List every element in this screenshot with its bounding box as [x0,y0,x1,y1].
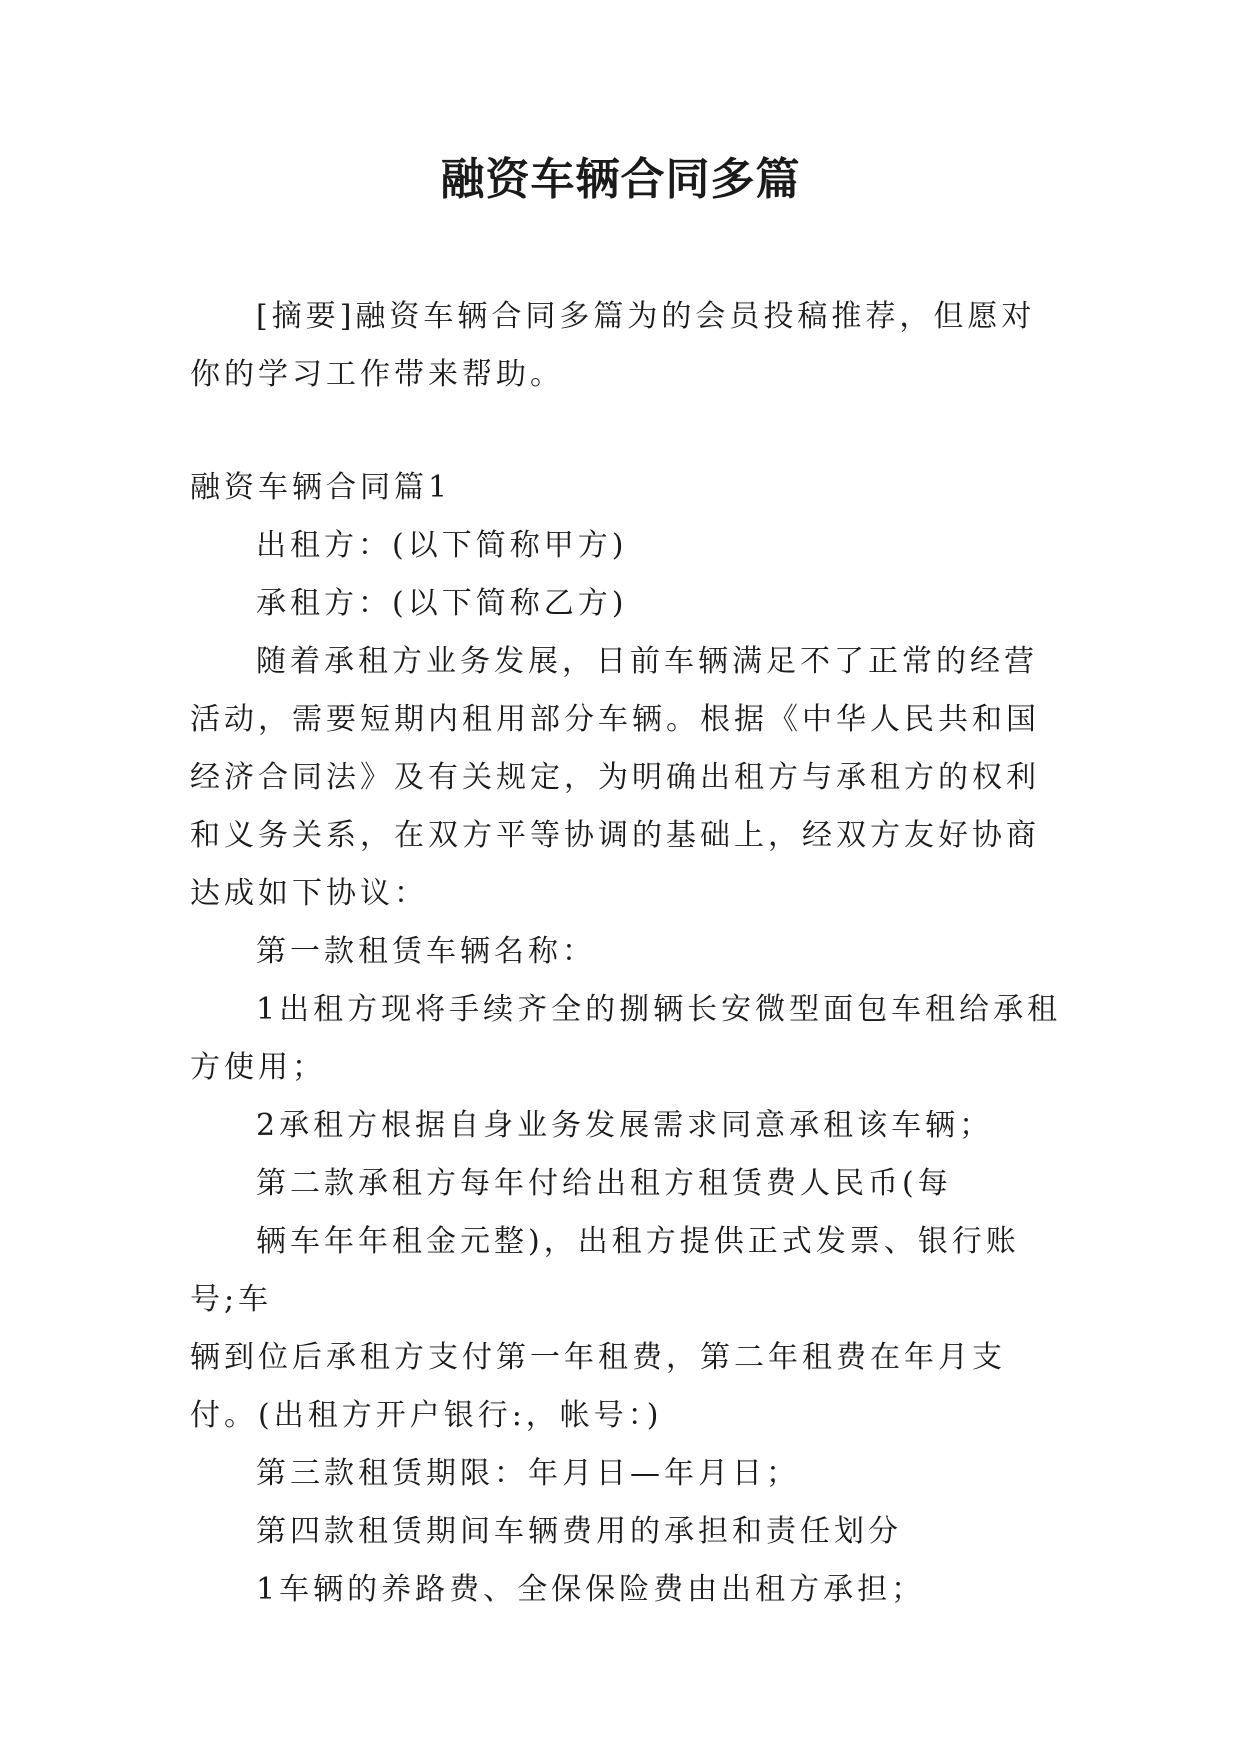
paragraph-clause-3: 第三款租赁期限：年月日—年月日； [256,1456,800,1491]
document-title: 融资车辆合同多篇 [440,154,801,205]
paragraph-clause-2-cont: 辆车年年租金元整)，出租方提供正式发票、银行账号;车 [190,1224,1020,1317]
paragraph-lessee: 承租方：(以下简称乙方) [256,586,628,621]
paragraph-clause-4: 第四款租赁期间车辆费用的承担和责任划分 [256,1514,902,1549]
paragraph-clause-1-item-2: 2承租方根据自身业务发展需求同意承租该车辆； [256,1108,994,1143]
paragraph-clause-2-payment: 辆到位后承租方支付第一年租费，第二年租费在年月支付。(出租方开户银行:，帐号：) [190,1340,1006,1433]
section-heading: 融资车辆合同篇1 [190,470,452,505]
paragraph-preamble: 随着承租方业务发展，日前车辆满足不了正常的经营活动，需要短期内租用部分车辆。根据《中华人民共和国经济合同法》及有关规定，为明确出租方与承租方的权利和义务关系，在双方平等协调的基础上，经双方友好协商达成如下协议： [190,644,1040,911]
paragraph-clause-1-item-1: 1出租方现将手续齐全的捌辆长安微型面包车租给承租方使用； [190,992,1062,1085]
document-body [190,288,1065,1619]
paragraph-lessor: 出租方：(以下简称甲方) [256,528,628,563]
spacer [190,404,1065,459]
paragraph-clause-1: 第一款租赁车辆名称： [256,934,596,969]
paragraph-clause-4-item-1: 1车辆的养路费、全保保险费由出租方承担； [256,1572,926,1607]
abstract-paragraph: [摘要]融资车辆合同多篇为的会员投稿推荐，但愿对你的学习工作带来帮助。 [190,299,1036,392]
paragraph-clause-2: 第二款承租方每年付给出租方租赁费人民币(每 [256,1166,952,1201]
